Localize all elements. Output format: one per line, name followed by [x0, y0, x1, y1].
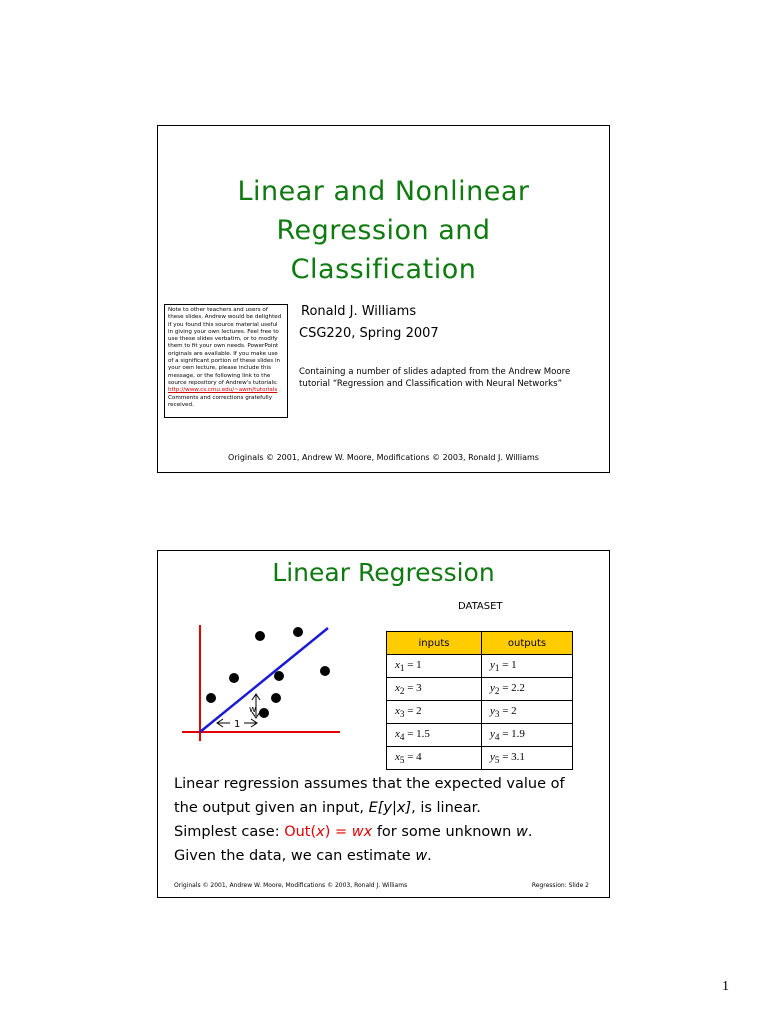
containing-line-2: tutorial “Regression and Classification with Neural Networks” — [299, 378, 563, 389]
data-point — [259, 708, 269, 718]
output-cell: $y_2 = 2.2$ — [482, 678, 573, 701]
note-end: . Comments and corrections gratefully received. — [168, 387, 281, 408]
title-slide — [157, 125, 610, 473]
body-line-4: Given the data, we can estimate w. — [174, 848, 432, 864]
data-point — [271, 693, 281, 703]
table-row — [387, 747, 573, 770]
input-cell: $x_1 = 1$ — [387, 655, 482, 678]
data-point — [255, 631, 265, 641]
data-point — [206, 693, 216, 703]
linear-regression-slide — [157, 550, 610, 898]
table-row — [387, 724, 573, 747]
output-cell: $y_4 = 1.9$ — [482, 724, 573, 747]
dataset-label: DATASET — [458, 601, 503, 612]
data-point — [293, 627, 303, 637]
slide2-body — [174, 773, 604, 869]
regression-plot — [178, 623, 348, 748]
header-inputs: inputs — [387, 632, 482, 655]
w-label: w — [249, 705, 257, 715]
author-name: Ronald J. Williams — [301, 304, 417, 319]
table-row — [387, 701, 573, 724]
input-cell: $x_3 = 2$ — [387, 701, 482, 724]
copyright-footer: Originals © 2001, Andrew W. Moore, Modifications © 2003, Ronald J. Williams — [228, 453, 539, 462]
tutorials-link[interactable]: http://www.cs.cmu.edu/~awm/tutorials — [168, 387, 278, 394]
input-cell: $x_2 = 3$ — [387, 678, 482, 701]
note-text: Note to other teachers and users of these slides. Andrew would be delighted if you found this source material useful in giving your own lectures. Feel free to use these slides verbatim, or to modify them to fit your own needs. PowerPoint originals are available. If you make use of a significant portion of these slides in your own lecture, please include this message, or the following link to the source repository of Andrew's tutorials: — [168, 307, 282, 386]
output-cell: $y_1 = 1$ — [482, 655, 573, 678]
course-name: CSG220, Spring 2007 — [299, 326, 439, 341]
output-cell: $y_3 = 2$ — [482, 701, 573, 724]
body-line-1: Linear regression assumes that the expected value of — [174, 776, 565, 792]
data-point — [274, 671, 284, 681]
teacher-note-box — [164, 304, 288, 418]
title-line-2: Regression and — [276, 215, 491, 246]
containing-line-1: Containing a number of slides adapted from the Andrew Moore — [299, 367, 571, 377]
input-cell: $x_5 = 4$ — [387, 747, 482, 770]
slide2-title: Linear Regression — [272, 558, 495, 587]
one-label: 1 — [234, 719, 241, 730]
slide1-title — [158, 172, 609, 289]
header-outputs: outputs — [482, 632, 573, 655]
title-line-1: Linear and Nonlinear — [237, 176, 530, 207]
data-point — [320, 666, 330, 676]
table-header-row — [387, 632, 573, 655]
output-cell: $y_5 = 3.1$ — [482, 747, 573, 770]
title-line-3: Classification — [290, 254, 477, 285]
slide-number: Regression: Slide 2 — [531, 882, 589, 889]
copyright-footer: Originals © 2001, Andrew W. Moore, Modifications © 2003, Ronald J. Williams — [174, 882, 408, 889]
table-row — [387, 678, 573, 701]
containing-note — [299, 367, 599, 390]
table-row — [387, 655, 573, 678]
page-number: 1 — [722, 979, 729, 994]
input-cell: $x_4 = 1.5$ — [387, 724, 482, 747]
data-point — [229, 673, 239, 683]
dataset-table — [386, 631, 573, 770]
body-line-3: Simplest case: Out(x) = wx for some unknown w. — [174, 824, 533, 840]
body-line-2: the output given an input, E[y|x], is linear. — [174, 800, 481, 816]
